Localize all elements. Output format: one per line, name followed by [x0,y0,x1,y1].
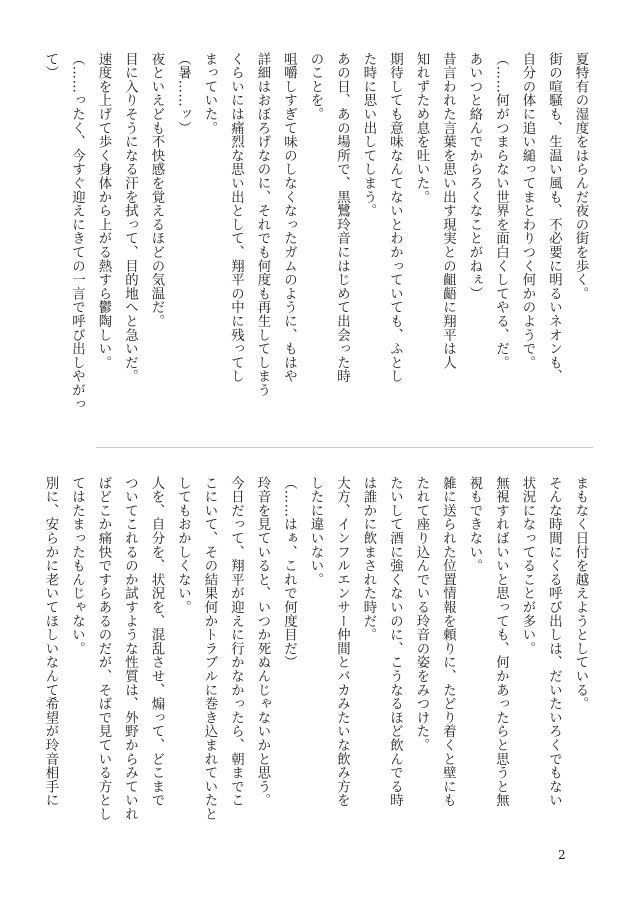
text-line: 状況になってることが多い。 [520,476,535,656]
text-line: 昔言われた言葉を思い出す現実との齟齬に翔平は人 [440,52,456,370]
text-line: 人を、自分を、状況を、混乱させ、煽って、どこまで [149,476,164,808]
upper-text-section [43,52,593,412]
text-line: 視もできない。 [467,476,482,573]
text-line: 街の喧騒も、生温い風も、不必要に明るいネオンも、 [546,52,562,384]
text-line: まっていた。 [202,52,217,135]
lower-text-section [43,476,593,821]
text-line: 速度を上げて歩く身体から上がる熱すら鬱陶しい。 [96,52,111,370]
text-line: 今日だって、翔平が迎えに行かなかったら、朝までこ [228,476,244,808]
text-line: （……何がつまらない世界を面白くしてやる、だ。 [493,52,509,370]
text-line: たいして酒に強くないのに、こうなるほど飲んでる時 [387,476,403,808]
text-line: してもおかしくない。 [175,476,191,614]
text-line: 詳細はおぼろげなのに、それでも何度も再生してしまう [255,52,270,397]
text-line: くらいには痛烈な思い出として、翔平の中に残ってし [228,52,244,384]
text-line: ばどこか痛快ですらあるのだが、そばで見ている方とし [96,476,111,821]
text-line: ついてこれるのか試すような性質は、外野からみていれ [122,476,138,821]
text-line: 大方、インフルエンサー仲間とバカみたいな飲み方を [334,476,350,808]
text-line: まもなく日付を越えようとしている。 [573,476,588,711]
section-divider [96,447,593,448]
text-line: 無視すればいいと思っても、何かあったらと思うと無 [493,476,509,808]
text-line: は誰かに飲まされた時だ。 [361,476,376,642]
text-line: 雑に送られた位置情報を頼りに、たどり着くと壁にも [440,476,456,808]
text-line: 自分の体に追い縋ってまとわりつく何かのようで。 [520,52,535,370]
text-line: てはたまったもんじゃない。 [69,476,85,656]
text-line: あの日、あの場所で、黒鷺玲音にはじめて出会った時 [334,52,350,384]
text-line: したに違いない。 [308,476,323,587]
text-line: （暑……ッ） [175,52,191,135]
page-number: 2 [558,848,566,862]
text-line: のことを。 [308,52,323,121]
text-line: 咀嚼しすぎて味のしなくなったガムのように、もはや [281,52,297,384]
text-line: 夜といえども不快感を覚えるほどの気温だ。 [149,52,164,328]
text-line: あいつと絡んでからろくなことがねぇ） [467,52,482,301]
text-line: 知れずため息を吐いた。 [414,52,429,204]
text-line: （……はぁ、これで何度目だ） [281,476,297,670]
text-line: た時に思い出してしまう。 [361,52,376,218]
text-line: て） [43,52,58,80]
text-line: 別に、安らかに老いてほしいなんて希望が玲音相手に [43,476,58,808]
text-line: そんな時間にくる呼び出しは、だいたいろくでもない [546,476,562,808]
text-line: こにいて、その結果何かトラブルに巻き込まれていたと [202,476,217,821]
text-line: （……ったく、今すぐ迎えにきての一言で呼び出しやがっ [69,52,85,411]
text-line: 期待しても意味なんてないとわかっていても、ふとし [387,52,403,384]
text-line: 玲音を見ていると、いつか死ぬんじゃないかと思う。 [255,476,270,808]
text-line: たれて座り込んでいる玲音の姿をみつけた。 [414,476,429,752]
text-line: 夏特有の湿度をはらんだ夜の街を歩く。 [573,52,588,301]
text-line: 目に入りそうになる汗を拭って、目的地へと急いだ。 [122,52,138,384]
